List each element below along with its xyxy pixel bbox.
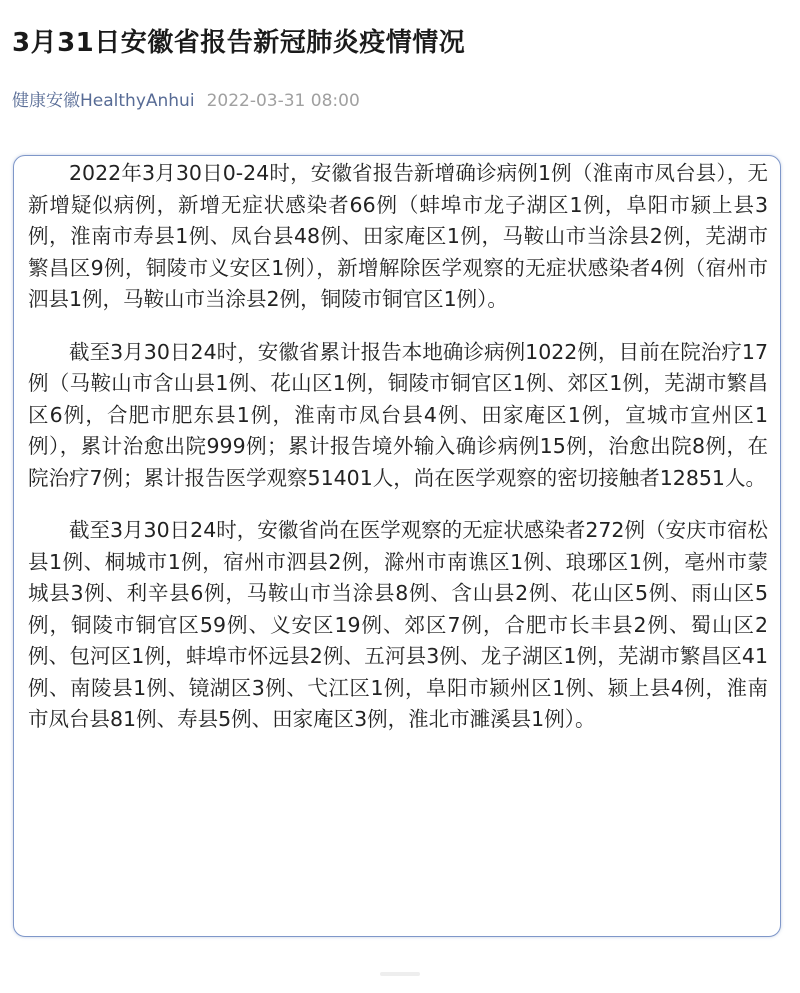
article-meta [12, 86, 360, 111]
article-title: 3月31日安徽省报告新冠肺炎疫情情况 [12, 28, 466, 58]
paragraph-new-cases: 2022年3月30日0-24时，安徽省报告新增确诊病例1例（淮南市凤台县），无新增疑似病例，新增无症状感染者66例（蚌埠市龙子湖区1例，阜阳市颍上县3例，淮南市寿县1例、凤台县48例、田家庵区1例，马鞍山市当涂县2例，芜湖市繁昌区9例，铜陵市义安区1例），新增解除医学观察的无症状感染者4例（宿州市泗县1例，马鞍山市当涂县2例，铜陵市铜官区1例）。 [28, 161, 768, 311]
article-date: 2022-03-31 08:00 [206, 91, 360, 111]
paragraph-asymptomatic-cases: 截至3月30日24时，安徽省尚在医学观察的无症状感染者272例（安庆市宿松县1例、桐城市1例，宿州市泗县2例，滁州市南谯区1例、琅琊区1例，亳州市蒙城县3例、利辛县6例，马鞍山市当涂县8例、含山县2例、花山区5例、雨山区5例，铜陵市铜官区59例、义安区19例、郊区7例，合肥市长丰县2例、蜀山区2例、包河区1例，蚌埠市怀远县2例、五河县3例、龙子湖区1例，芜湖市繁昌区41例、南陵县1例、镜湖区3例、弋江区1例，阜阳市颍州区1例、颍上县4例，淮南市凤台县81例、寿县5例、田家庵区3例，淮北市濉溪县1例）。 [28, 518, 768, 731]
bottom-divider [380, 972, 420, 976]
article-source-link[interactable]: 健康安徽HealthyAnhui [12, 91, 195, 111]
article-content-card [13, 155, 781, 937]
paragraph-cumulative-cases: 截至3月30日24时，安徽省累计报告本地确诊病例1022例，目前在院治疗17例（马鞍山市含山县1例、花山区1例，铜陵市铜官区1例、郊区1例，芜湖市繁昌区6例，合肥市肥东县1例，淮南市凤台县4例、田家庵区1例，宣城市宣州区1例），累计治愈出院999例；累计报告境外输入确诊病例15例，治愈出院8例，在院治疗7例；累计报告医学观察51401人，尚在医学观察的密切接触者12851人。 [28, 339, 768, 490]
